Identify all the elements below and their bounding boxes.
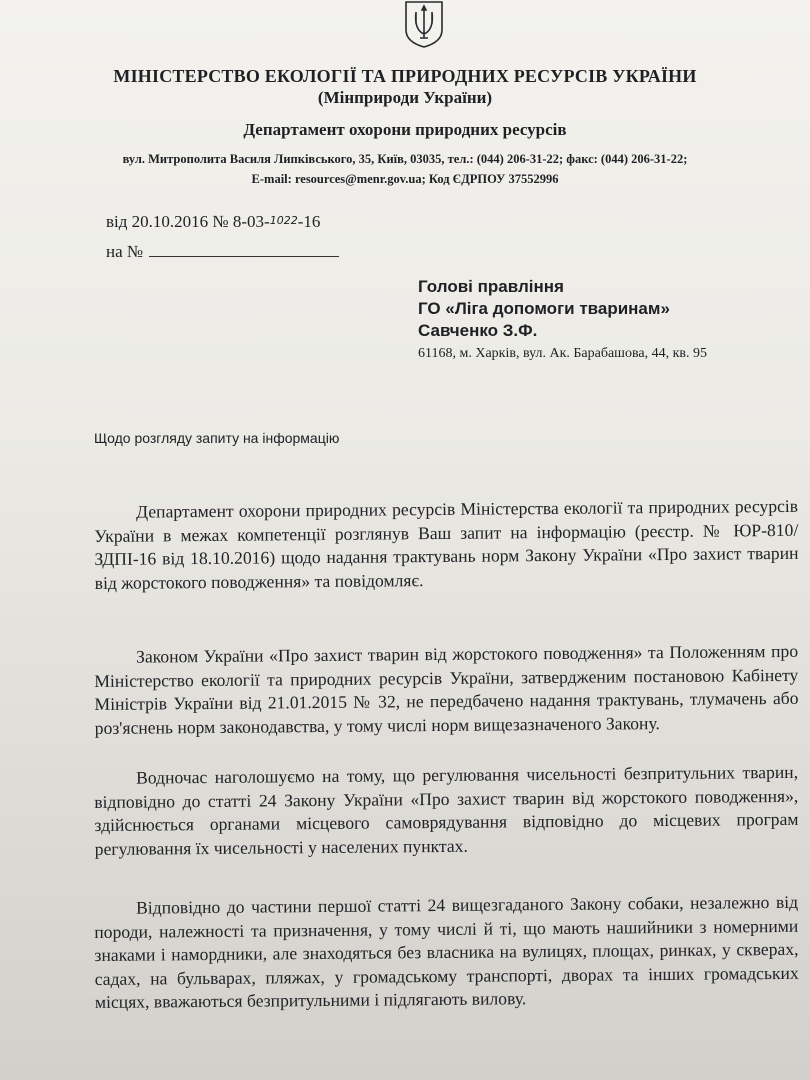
recipient-block	[418, 276, 670, 342]
blank-line	[149, 242, 339, 257]
reference-prefix: від 20.10.2016 № 8-03-	[106, 212, 270, 231]
recipient-address: 61168, м. Харків, вул. Ак. Барабашова, 44, кв. 95	[418, 346, 708, 361]
recipient-organization: ГО «Ліга допомоги тваринам»	[418, 299, 670, 318]
recipient-name: Савченко З.Ф.	[418, 321, 538, 340]
body-paragraph-1: Департамент охорони природних ресурсів Міністерства екології та природних ресурсів України в межах компетенції розглянув Ваш запит на інформацію (реєстр. № ЮР-810/ЗДПІ-16 від 18.10.2016) щодо надання трактувань норм Закону України «Про захист тварин від жорстокого поводження» та повідомляє.	[94, 495, 799, 593]
letter-subject: Щодо розгляду запиту на інформацію	[94, 430, 340, 446]
na-label: на №	[106, 242, 144, 261]
ministry-short-name: (Мінприроди України)	[317, 88, 493, 107]
incoming-reference	[106, 242, 339, 262]
body-paragraph-3: Водночас наголошуємо на тому, що регулювання чисельності безпритульних тварин, відповідно до статті 24 Закону України «Про захист тварин від жорстокого поводження», здійснюється органами місцевого самоврядування відповідно до місцевих програм регулювання їх чисельності у населених пунктах.	[94, 761, 799, 859]
recipient-title: Голові правління	[418, 277, 564, 296]
department-address: вул. Митрополита Василя Липківського, 35, Київ, 03035, тел.: (044) 206-31-22; факс: (044) 206-31-22;	[122, 152, 688, 166]
department-name: Департамент охорони природних ресурсів	[243, 120, 567, 139]
reference-suffix: -16	[297, 212, 321, 231]
body-paragraph-4: Відповідно до частини першої статті 24 вищезгаданого Закону собаки, незалежно від породи, належності та призначення, у тому числі й ті, що мають нашийники з номерними знаками і намордники, але знаходяться без власника на вулицях, площах, ринках, у скверах, садах, на бульварах, пляжах, у громадському транспорті, дворах та інших громадських місцях, вважаються безпритульними і підлягають вилову.	[94, 891, 799, 1013]
ministry-name: МІНІСТЕРСТВО ЕКОЛОГІЇ ТА ПРИРОДНИХ РЕСУРСІВ УКРАЇНИ	[113, 66, 697, 86]
department-email: E-mail: resources@menr.gov.ua; Код ЄДРПОУ 37552996	[251, 172, 559, 186]
outgoing-reference	[106, 212, 320, 232]
trident-coat-of-arms-icon	[402, 0, 446, 48]
handwritten-number: 1022	[269, 214, 298, 227]
body-paragraph-2: Законом України «Про захист тварин від жорстокого поводження» та Положенням про Міністерство екології та природних ресурсів України, затвердженим постановою Кабінету Міністрів України від 21.01.2015 № 32, не передбачено надання трактувань, тлумачень або роз'яснень норм законодавства, у тому числі норм вищезазначеного Закону.	[94, 640, 799, 738]
